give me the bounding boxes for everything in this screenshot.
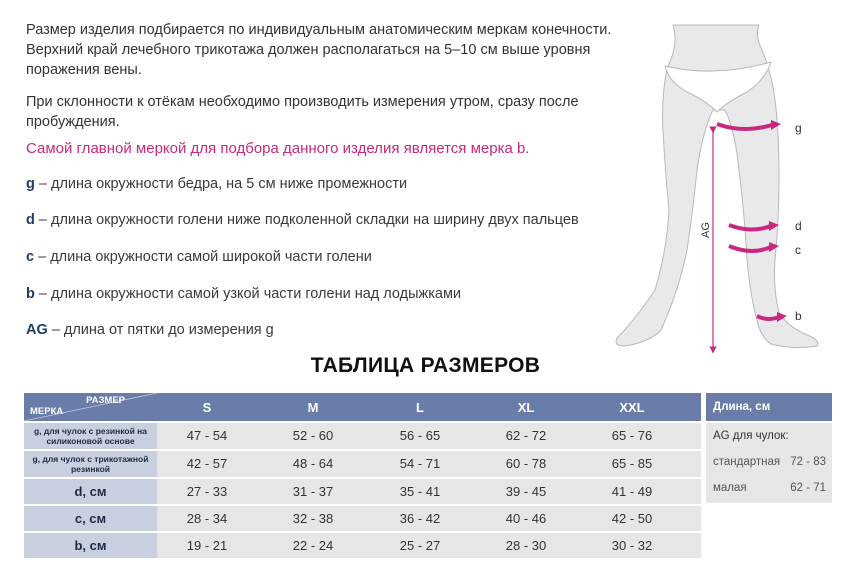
table-cell: 60 - 78 — [505, 456, 547, 471]
intro-text — [26, 20, 616, 144]
table-cell: 65 - 85 — [611, 456, 653, 471]
table-cell: 47 - 54 — [186, 428, 228, 443]
table-cell: 65 - 76 — [611, 428, 653, 443]
table-cell: 27 - 33 — [186, 484, 228, 499]
measure-ag — [26, 322, 274, 338]
measure-c — [26, 249, 372, 265]
measure-desc: – длина окружности бедра, на 5 см ниже промежности — [34, 176, 408, 192]
table-cell: 19 - 21 — [186, 538, 228, 553]
table-cell: 35 - 41 — [399, 484, 441, 499]
length-small — [713, 482, 826, 494]
table-corner — [24, 393, 157, 421]
row-label: b, см — [24, 533, 157, 558]
measure-key: AG — [26, 322, 48, 338]
length-value: 72 - 83 — [790, 456, 826, 468]
table-cell: 56 - 65 — [399, 428, 441, 443]
measure-desc: – длина окружности самой широкой части голени — [34, 249, 372, 265]
length-box — [706, 423, 832, 503]
table-cell: 52 - 60 — [292, 428, 334, 443]
table-cell: 28 - 30 — [505, 538, 547, 553]
label-d: d — [795, 219, 802, 233]
measure-key: d — [26, 212, 35, 228]
size-m: M — [307, 399, 319, 415]
label-g: g — [795, 121, 802, 135]
length-standard — [713, 456, 826, 468]
table-cell: 31 - 37 — [292, 484, 334, 499]
size-xl: XL — [517, 399, 535, 415]
corner-measure-label: МЕРКА — [30, 406, 64, 417]
row-label: c, см — [24, 506, 157, 531]
row-label: d, см — [24, 479, 157, 504]
length-value: 62 - 71 — [790, 482, 826, 494]
measure-key: g — [26, 176, 35, 192]
measure-desc: – длина от пятки до измерения g — [47, 322, 274, 338]
row-label: g, для чулок с трикотажной резинкой — [24, 451, 157, 477]
table-cell: 39 - 45 — [505, 484, 547, 499]
table-cell: 48 - 64 — [292, 456, 334, 471]
intro-paragraph-2: При склонности к отёкам необходимо производить измерения утром, сразу после пробуждения. — [26, 94, 579, 130]
table-cell: 28 - 34 — [186, 511, 228, 526]
table-cell: 54 - 71 — [399, 456, 441, 471]
measure-desc: – длина окружности голени ниже подколенной складки на ширину двух пальцев — [34, 212, 579, 228]
length-name: стандартная — [713, 456, 781, 468]
ag-label: AG — [700, 222, 712, 238]
leg-diagram — [595, 20, 845, 355]
table-cell: 62 - 72 — [505, 428, 547, 443]
table-cell: 40 - 46 — [505, 511, 547, 526]
table-cell: 30 - 32 — [611, 538, 653, 553]
length-name: малая — [713, 482, 747, 494]
table-cell: 42 - 50 — [611, 511, 653, 526]
label-c: c — [795, 243, 801, 257]
measure-d — [26, 212, 579, 228]
table-cell: 25 - 27 — [399, 538, 441, 553]
table-cell: 32 - 38 — [292, 511, 334, 526]
measure-key: c — [26, 249, 35, 265]
table-cell: 36 - 42 — [399, 511, 441, 526]
measure-g — [26, 176, 407, 192]
table-cell: 42 - 57 — [186, 456, 228, 471]
measure-key: b — [26, 286, 35, 302]
table-title: ТАБЛИЦА РАЗМЕРОВ — [310, 354, 541, 377]
corner-size-label: РАЗМЕР — [86, 395, 125, 406]
size-l: L — [416, 399, 424, 415]
size-s: S — [202, 399, 212, 415]
table-cell: 22 - 24 — [292, 538, 334, 553]
intro-paragraph-1: Размер изделия подбирается по индивидуальным анатомическим меркам конечности. Верхний край лечебного трикотажа должен располагаться на 5–10 см выше уровня поражения вены. — [26, 22, 612, 78]
row-label: g, для чулок с резинкой на силиконовой основе — [24, 423, 157, 449]
measure-b — [26, 286, 461, 302]
size-xxl: XXL — [619, 399, 645, 415]
length-header: Длина, см — [706, 393, 832, 421]
length-subtitle: AG для чулок: — [713, 430, 789, 442]
label-b: b — [795, 309, 802, 323]
main-measure-note: Самой главной меркой для подбора данного изделия является мерка b. — [26, 140, 530, 157]
table-cell: 41 - 49 — [611, 484, 653, 499]
measure-desc: – длина окружности самой узкой части голени над лодыжками — [34, 286, 462, 302]
